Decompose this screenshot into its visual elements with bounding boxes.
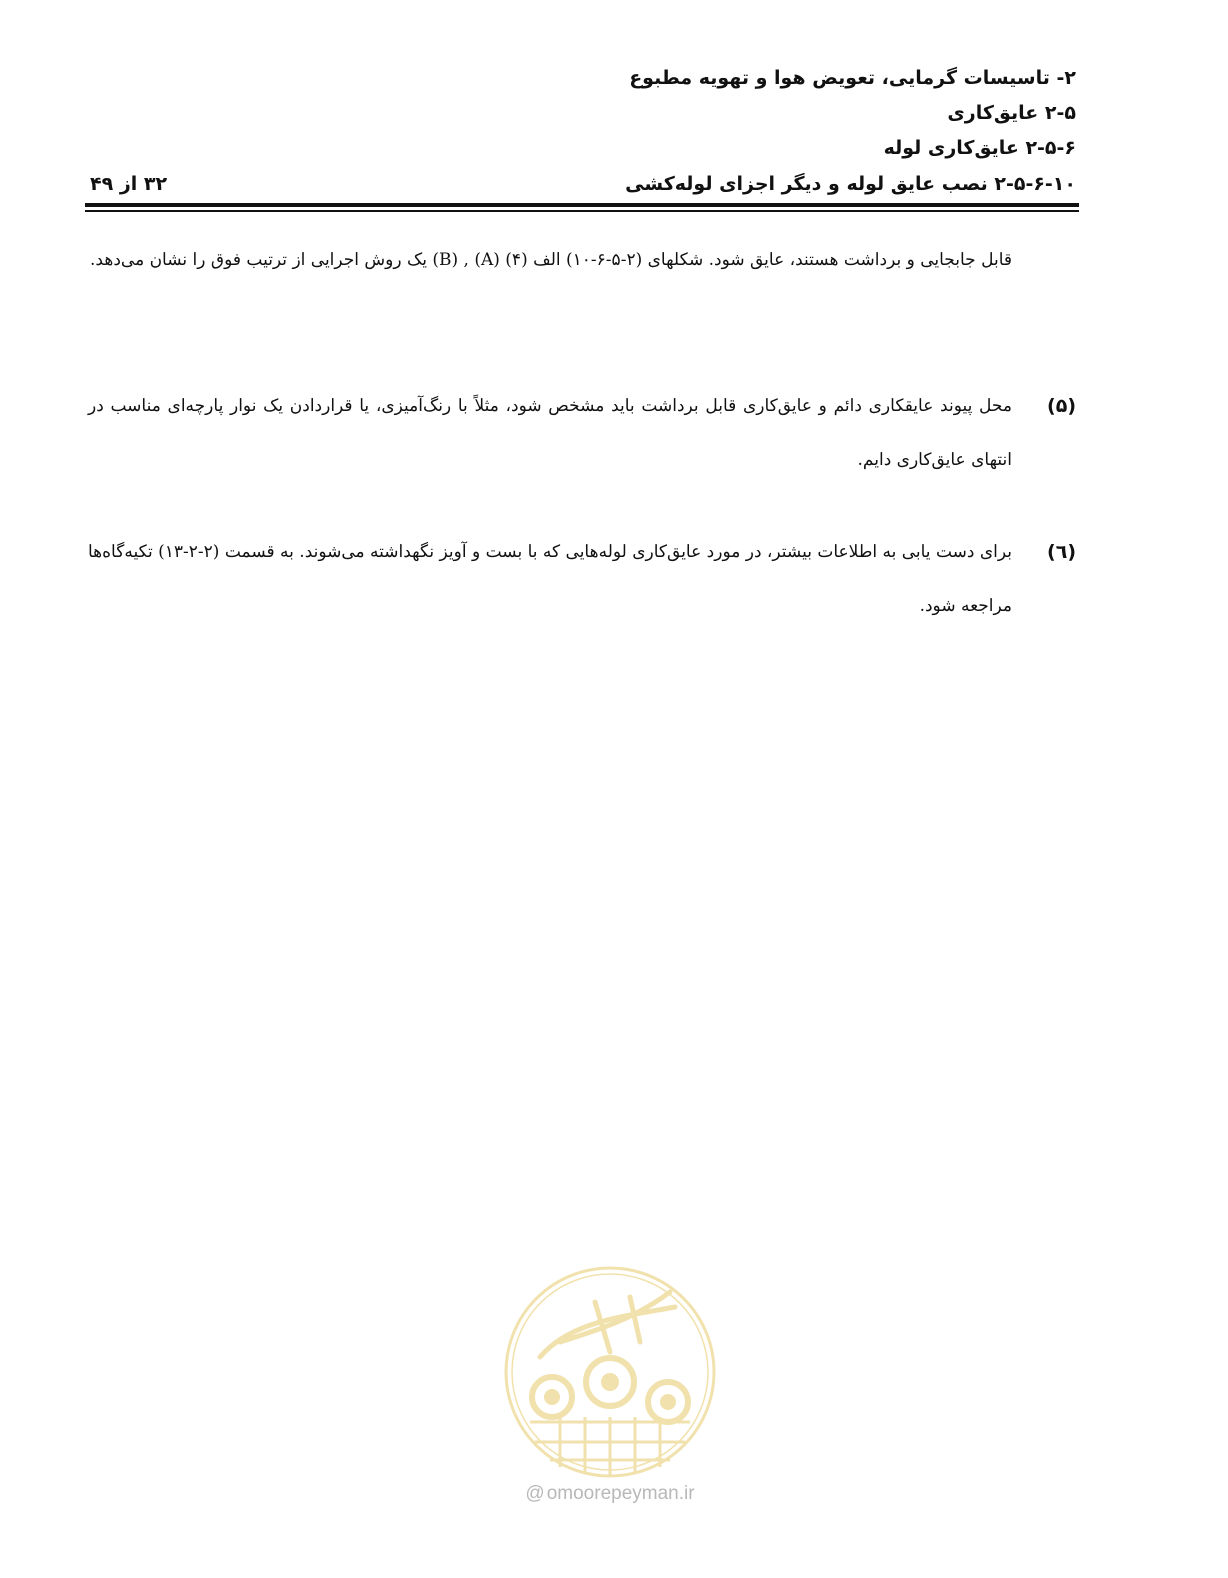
chapter-heading: ۲- تاسیسات گرمایی، تعویض هوا و تهویه مطبوع	[629, 67, 1076, 89]
continued-paragraph: قابل جابجایی و برداشت هستند، عایق شود. شکلهای (۲-۵-۶-۱۰) الف (۴) (A) , (B) یک روش اجرایی از ترتیب فوق را نشان می‌دهد.	[90, 250, 1012, 270]
watermark-url: @ omoorepeyman.ir	[525, 1483, 695, 1504]
at-sign-icon: @	[525, 1483, 545, 1504]
page-number: ۳۲ از ۴۹	[90, 173, 168, 195]
item-number: (٦)	[1047, 541, 1076, 563]
header-divider	[85, 203, 1079, 207]
subsection-heading: ۲-۵-۶ عایق‌کاری لوله	[883, 137, 1076, 159]
watermark-logo	[500, 1262, 720, 1482]
item-paragraph: برای دست یابی به اطلاعات بیشتر، در مورد عایق‌کاری لوله‌هایی که با بست و آویز نگهداشته می‌شوند. به قسمت (۲-۲-۱۳) تکیه‌گاه‌ها مراجعه شود.	[88, 542, 1012, 616]
item-paragraph: محل پیوند عایقکاری دائم و عایق‌کاری قابل برداشت باید مشخص شود، مثلاً با رنگ‌آمیزی، یا قراردادن یک نوار پارچه‌ای مناسب در انتهای عایق‌کاری دایم.	[88, 396, 1012, 470]
item-number: (۵)	[1047, 395, 1076, 417]
subsubsection-heading: ۲-۵-۶-۱۰ نصب عایق لوله و دیگر اجزای لوله‌کشی	[625, 173, 1076, 195]
header-divider-thin	[85, 210, 1079, 212]
section-heading: ۲-۵ عایق‌کاری	[947, 102, 1076, 124]
